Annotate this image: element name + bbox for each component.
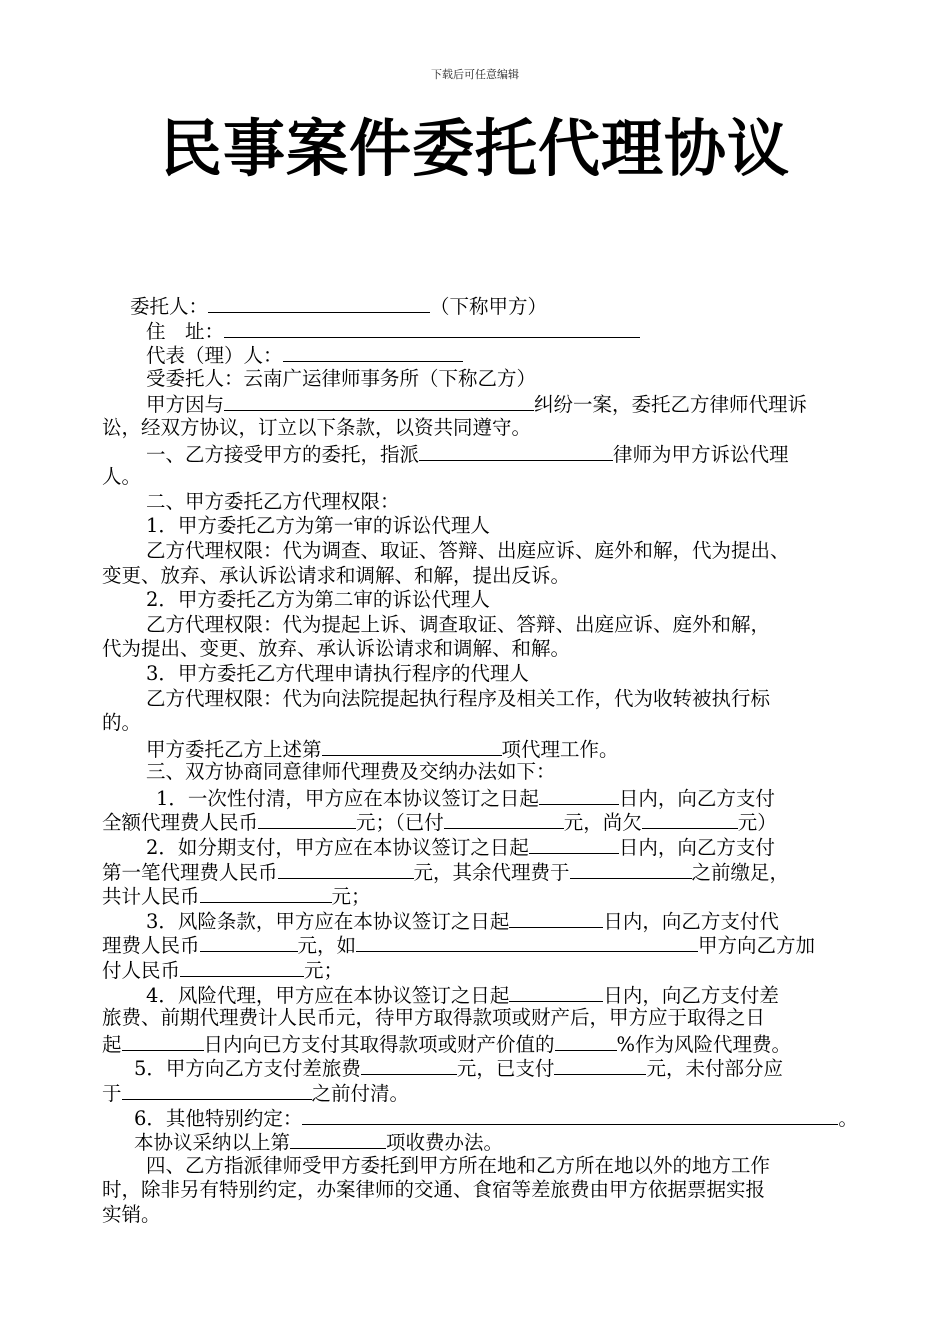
document-line	[102, 416, 872, 441]
fill-in-blank[interactable]	[180, 957, 304, 977]
document-line	[102, 637, 872, 662]
line-text: （下称甲方）	[430, 295, 548, 318]
document-line	[102, 588, 872, 613]
document-line	[102, 1055, 872, 1080]
line-text: 全额代理费人民币	[102, 811, 259, 835]
fill-in-blank[interactable]	[122, 1031, 204, 1051]
document-line	[102, 1031, 872, 1056]
line-text: 元）	[737, 811, 777, 835]
line-text: 律师为甲方诉讼代理	[613, 442, 789, 466]
document-line	[102, 785, 872, 810]
line-text: 日内向已方支付其取得款项或财产价值的	[203, 1032, 555, 1056]
document-line	[102, 318, 872, 343]
document-line	[102, 711, 872, 736]
line-text: 起	[102, 1032, 122, 1056]
document-line	[102, 613, 872, 638]
fill-in-blank[interactable]	[419, 441, 613, 461]
line-text: 元；	[331, 885, 371, 909]
line-text: 讼，经双方协议，订立以下条款，以资共同遵守。	[102, 415, 532, 439]
line-text: 四、乙方指派律师受甲方委托到甲方所在地和乙方所在地以外的地方工作	[146, 1153, 771, 1177]
line-text: 乙方代理权限：代为向法院提起执行程序及相关工作，代为收转被执行标	[146, 686, 771, 710]
line-text: 二、甲方委托乙方代理权限：	[146, 489, 400, 513]
line-text: 甲方委托乙方上述第	[146, 737, 322, 761]
document-title: 民事案件委托代理协议	[159, 112, 790, 185]
document-line	[102, 1154, 872, 1179]
fill-in-blank[interactable]	[200, 932, 298, 952]
line-text: 时，除非另有特别约定，办案律师的交通、食宿等差旅费由甲方依据票据实报	[102, 1178, 766, 1202]
document-line	[102, 957, 872, 982]
line-text: %作为风险代理费。	[616, 1032, 792, 1056]
agreement-body	[102, 293, 872, 1228]
fill-in-blank[interactable]	[224, 391, 534, 411]
line-text: 代表（理）人：	[146, 344, 283, 368]
line-text: 元，其余代理费于	[413, 860, 570, 884]
document-line	[102, 1129, 872, 1154]
line-text: 元；	[304, 959, 344, 983]
document-line	[102, 908, 872, 933]
fill-in-blank[interactable]	[642, 809, 738, 829]
document-line	[102, 859, 872, 884]
fill-in-blank[interactable]	[200, 883, 332, 903]
fill-in-blank[interactable]	[570, 859, 692, 879]
document-line	[102, 834, 872, 859]
line-text: 之前缴足，	[691, 860, 790, 884]
line-text: 元，如	[297, 934, 357, 958]
line-text: 代为提出、变更、放弃、承认诉讼请求和调解、和解。	[102, 637, 571, 661]
line-text: 1．一次性付清，甲方应在本协议签订之日起	[156, 786, 539, 810]
document-line	[102, 736, 872, 761]
document-line	[102, 514, 872, 539]
line-text: 元，尚欠	[563, 811, 642, 835]
line-text: 3．甲方委托乙方代理申请执行程序的代理人	[146, 661, 529, 685]
fill-in-blank[interactable]	[539, 785, 619, 805]
line-text: 元，已支付	[456, 1057, 555, 1081]
line-text: 共计人民币	[102, 885, 200, 909]
line-text: 旅费、前期代理费计人民币元，待甲方取得款项或财产后，甲方应于取得之日	[102, 1006, 766, 1030]
fill-in-blank[interactable]	[509, 908, 603, 928]
document-line	[102, 441, 872, 466]
document-line	[102, 391, 872, 416]
document-line	[102, 687, 872, 712]
document-line	[102, 564, 872, 589]
document-line	[102, 1203, 872, 1228]
document-line	[102, 760, 872, 785]
line-text: 受委托人：云南广运律师事务所（下称乙方）	[146, 366, 537, 390]
fill-in-blank[interactable]	[208, 293, 430, 313]
fill-in-blank[interactable]	[278, 859, 414, 879]
line-text: 日内，向乙方支付代	[603, 909, 779, 933]
document-line	[102, 883, 872, 908]
line-text: 第一笔代理费人民币	[102, 860, 278, 884]
document-line	[102, 932, 872, 957]
document-line	[102, 982, 872, 1007]
document-line	[102, 1105, 872, 1130]
fill-in-blank[interactable]	[122, 1080, 312, 1100]
document-line	[102, 1006, 872, 1031]
document-line	[102, 342, 872, 367]
line-text: 甲方因与	[146, 393, 225, 417]
line-text: 3．风险条款，甲方应在本协议签订之日起	[146, 909, 510, 933]
line-text: 乙方代理权限：代为提起上诉、调查取证、答辩、出庭应诉、庭外和解，	[146, 612, 771, 636]
line-text: 日内，向乙方支付差	[603, 983, 779, 1007]
line-text: 项代理工作。	[501, 737, 619, 761]
fill-in-blank[interactable]	[529, 834, 619, 854]
fill-in-blank[interactable]	[224, 318, 640, 338]
fill-in-blank[interactable]	[258, 809, 356, 829]
line-text: 的。	[102, 711, 142, 735]
line-text: 1．甲方委托乙方为第一审的诉讼代理人	[146, 514, 490, 538]
line-text: 乙方代理权限：代为调查、取证、答辩、出庭应诉、庭外和解，代为提出、	[146, 538, 790, 562]
line-text: 日内，向乙方支付	[618, 786, 775, 810]
line-text: 之前付清。	[311, 1082, 410, 1105]
fill-in-blank[interactable]	[322, 736, 502, 756]
document-line	[102, 465, 872, 490]
document-line	[102, 490, 872, 515]
document-line	[102, 1080, 872, 1105]
header-note: 下载后可任意编辑	[431, 68, 519, 81]
fill-in-blank[interactable]	[356, 932, 698, 952]
line-text: 变更、放弃、承认诉讼请求和调解、和解，提出反诉。	[102, 563, 571, 587]
line-text: 委托人：	[130, 295, 209, 318]
line-text: 6．其他特别约定：	[134, 1106, 303, 1130]
line-text: 三、双方协商同意律师代理费及交纳办法如下：	[146, 760, 556, 784]
line-text: 住 址：	[146, 319, 225, 343]
line-text: 项收费办法。	[386, 1131, 504, 1155]
document-line	[102, 809, 872, 834]
document-line	[102, 1178, 872, 1203]
line-text: 元；（已付	[356, 811, 444, 835]
line-text: 付人民币	[102, 959, 181, 983]
fill-in-blank[interactable]	[283, 342, 463, 362]
fill-in-blank[interactable]	[509, 982, 603, 1002]
line-text: 5．甲方向乙方支付差旅费	[134, 1057, 361, 1081]
line-text: 于	[102, 1082, 122, 1105]
line-text: 甲方向乙方加	[698, 934, 816, 958]
line-text: 2．如分期支付，甲方应在本协议签订之日起	[146, 836, 529, 860]
line-text: 理费人民币	[102, 934, 200, 958]
fill-in-blank[interactable]	[555, 1031, 617, 1051]
line-text: 实销。	[102, 1202, 161, 1226]
line-text: 一、乙方接受甲方的委托，指派	[146, 442, 420, 466]
fill-in-blank[interactable]	[444, 809, 564, 829]
document-line	[102, 662, 872, 687]
line-text: 日内，向乙方支付	[618, 836, 775, 860]
line-text: 。	[838, 1106, 858, 1130]
document-line	[102, 367, 872, 392]
line-text: 纠纷一案，委托乙方律师代理诉	[534, 393, 808, 417]
line-text: 元，未付部分应	[646, 1057, 783, 1081]
fill-in-blank[interactable]	[554, 1055, 646, 1075]
document-line	[102, 293, 872, 318]
line-text: 人。	[102, 465, 142, 489]
line-text: 本协议采纳以上第	[134, 1131, 291, 1155]
fill-in-blank[interactable]	[361, 1055, 457, 1075]
line-text: 4．风险代理，甲方应在本协议签订之日起	[146, 983, 510, 1007]
fill-in-blank[interactable]	[290, 1129, 386, 1149]
document-line	[102, 539, 872, 564]
line-text: 2．甲方委托乙方为第二审的诉讼代理人	[146, 588, 490, 612]
fill-in-blank[interactable]	[302, 1105, 838, 1125]
